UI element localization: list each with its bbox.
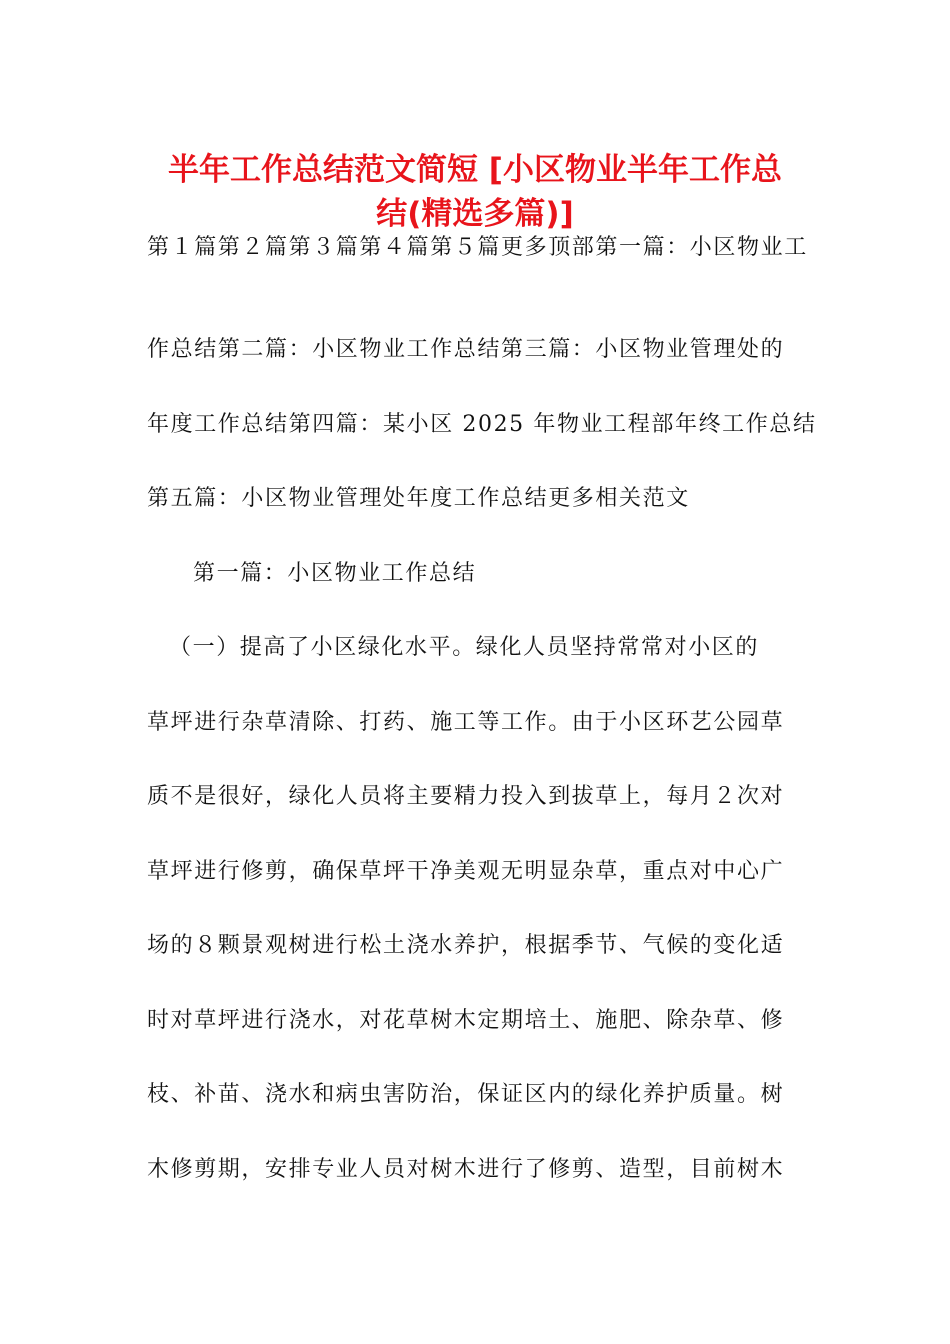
body-line: 木修剪期，安排专业人员对树木进行了修剪、造型，目前树木	[147, 1157, 785, 1182]
body-line: 时对草坪进行浇水，对花草树木定期培土、施肥、除杂草、修	[147, 1008, 785, 1033]
body-line: 质不是很好，绿化人员将主要精力投入到拔草上，每月２次对	[147, 784, 785, 809]
toc-line: 年度工作总结第四篇：某小区 2025 年物业工程部年终工作总结	[147, 412, 817, 437]
toc-line: 第五篇：小区物业管理处年度工作总结更多相关范文	[147, 486, 690, 511]
body-line: 枝、补苗、浇水和病虫害防治，保证区内的绿化养护质量。树	[147, 1082, 785, 1107]
toc-line: 作总结第二篇：小区物业工作总结第三篇：小区物业管理处的	[147, 337, 785, 362]
body-line: 草坪进行修剪，确保草坪干净美观无明显杂草，重点对中心广	[147, 859, 785, 884]
toc-line: 第１篇第２篇第３篇第４篇第５篇更多顶部第一篇：小区物业工	[147, 235, 808, 260]
body-line: 场的８颗景观树进行松土浇水养护，根据季节、气候的变化适	[147, 933, 785, 958]
body-line: 草坪进行杂草清除、打药、施工等工作。由于小区环艺公园草	[147, 710, 785, 735]
body-line: （一）提高了小区绿化水平。绿化人员坚持常常对小区的	[169, 635, 760, 660]
document-title	[100, 148, 850, 236]
title-line-1: 半年工作总结范文简短 [小区物业半年工作总	[168, 152, 782, 188]
title-line-2: 结(精选多篇)]	[376, 196, 574, 232]
section-heading: 第一篇：小区物业工作总结	[193, 561, 477, 586]
